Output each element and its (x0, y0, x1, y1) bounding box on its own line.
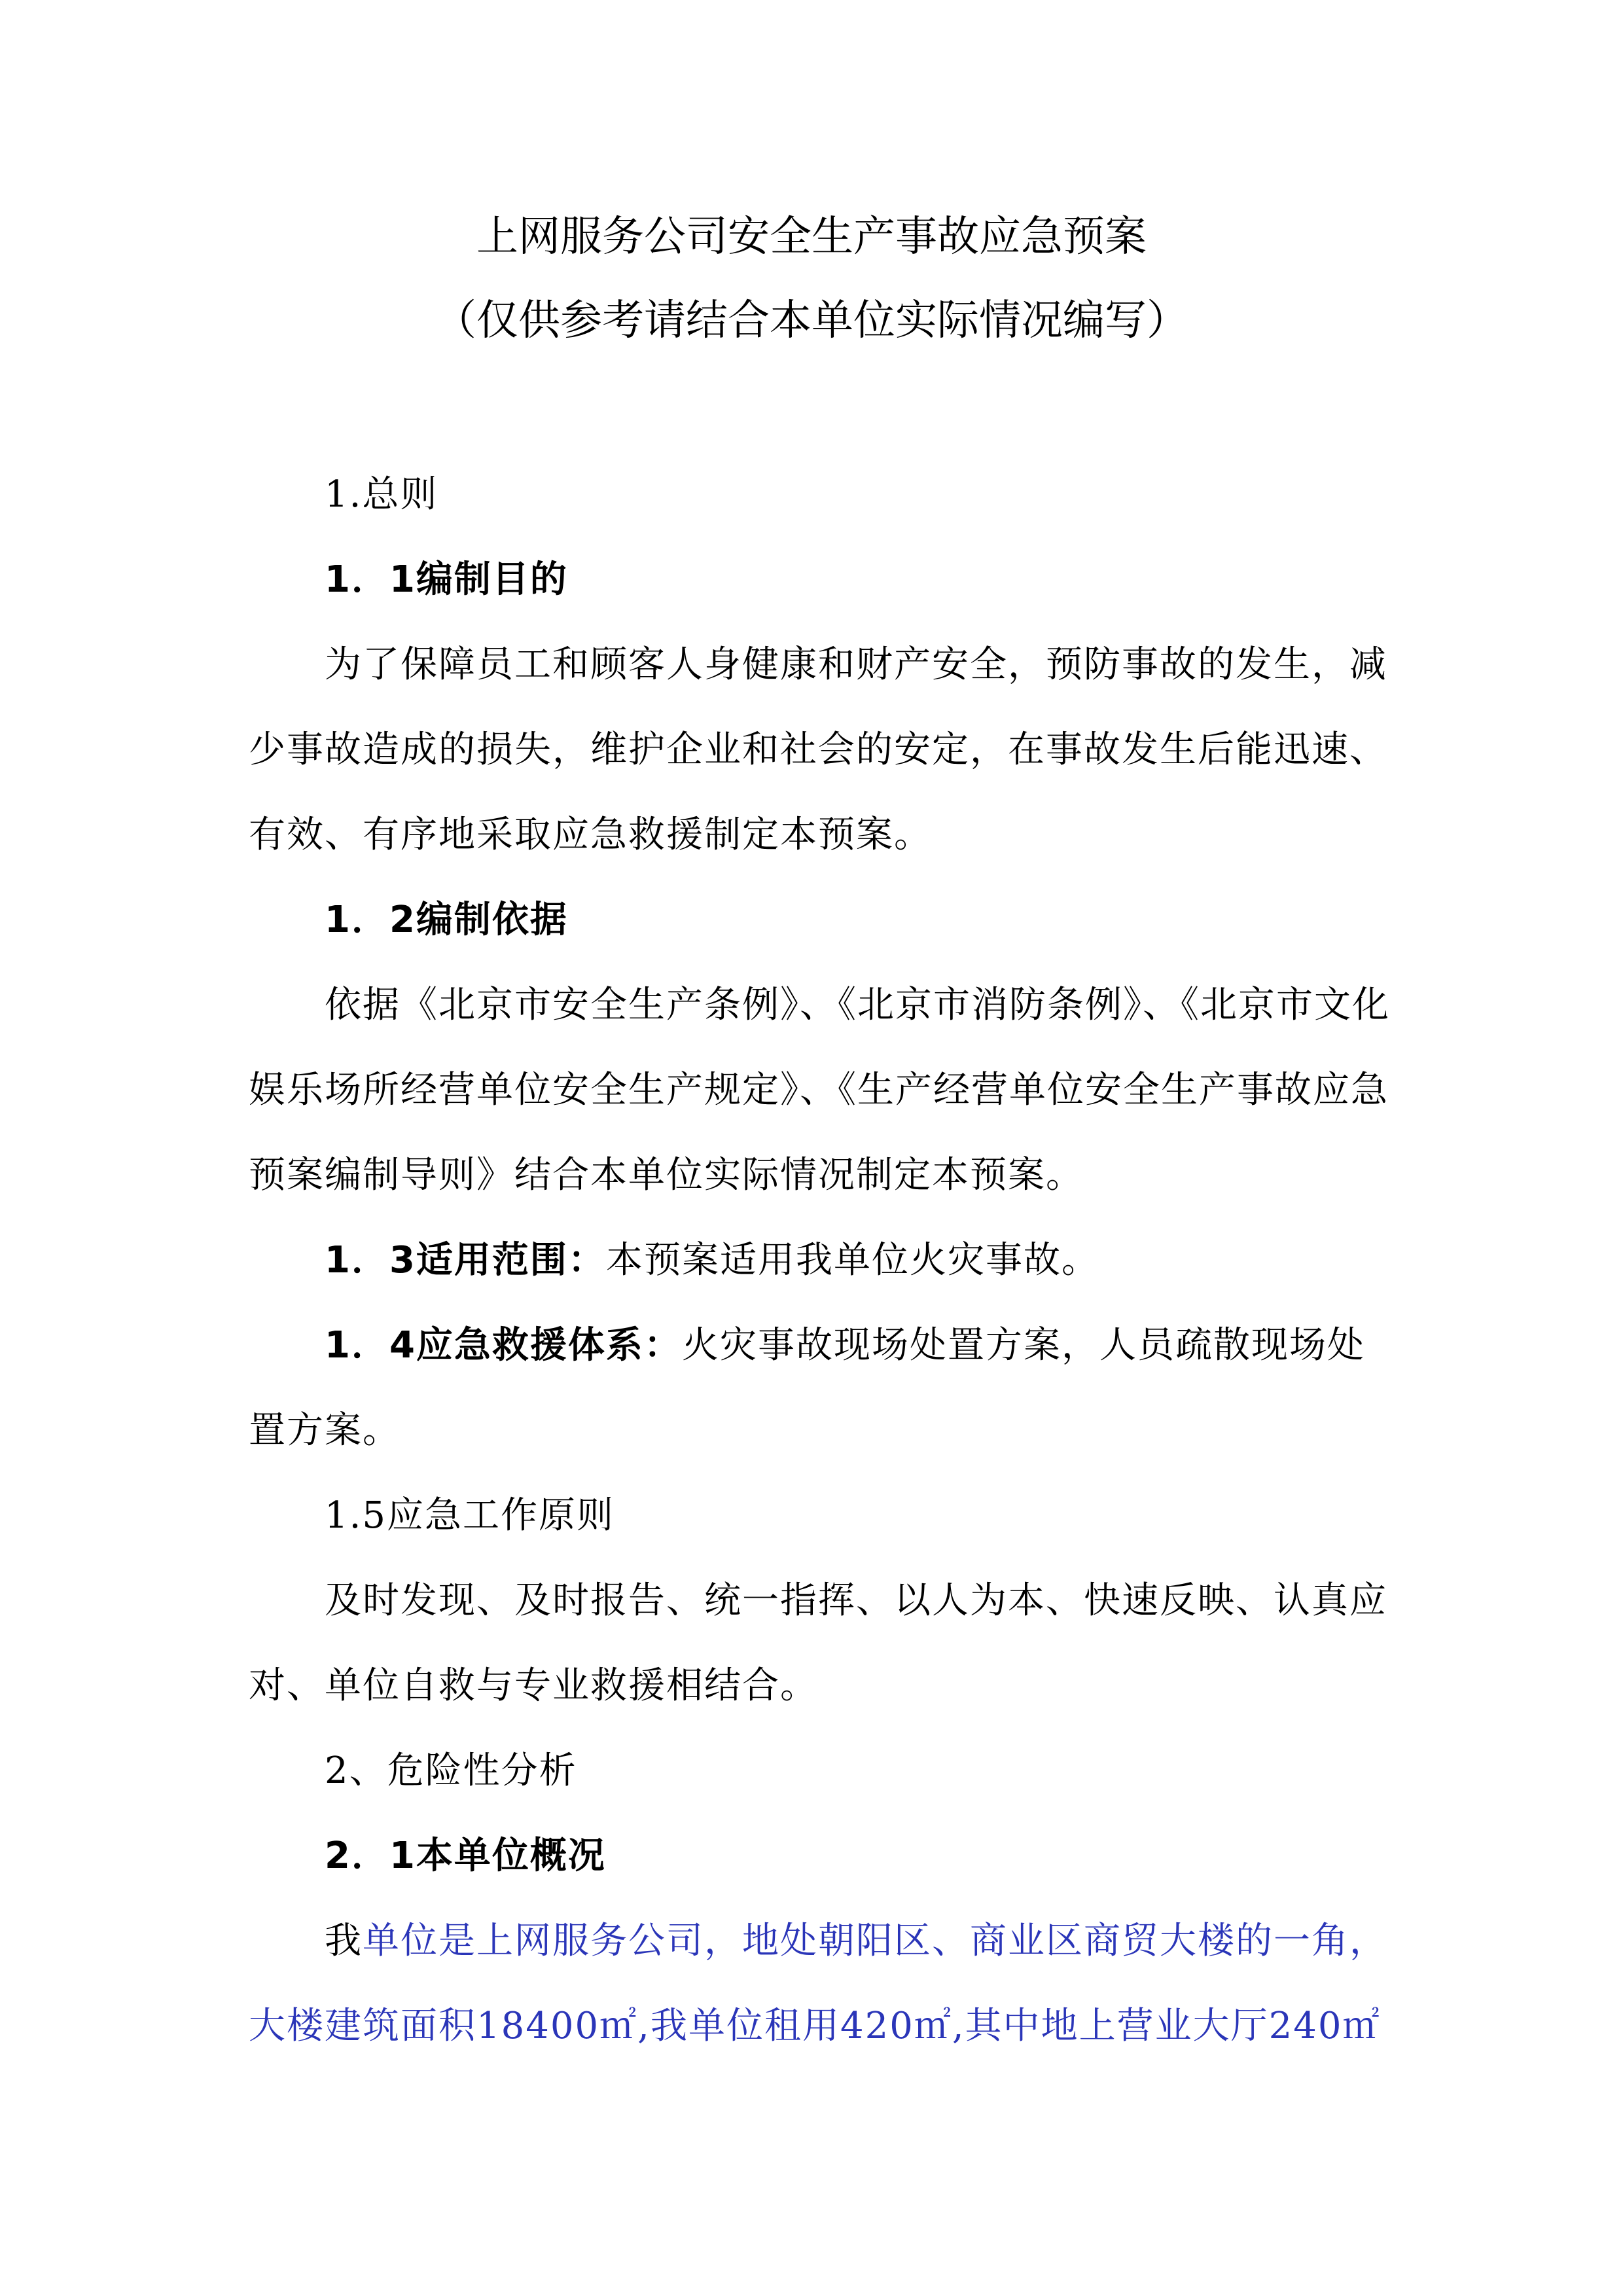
system-label: 1．4应急救援体系： (325, 1324, 682, 1367)
overview-area-line: 大楼建筑面积18400㎡,我单位租用420㎡,其中地上营业大厅240㎡ (249, 2005, 1381, 2047)
overview-line (325, 1918, 1387, 1965)
system-line (325, 1322, 1387, 1369)
paragraph-line: 预案编制导则》结合本单位实际情况制定本预案。 (249, 1154, 1084, 1196)
heading-purpose: 1．1编制目的 (325, 558, 568, 601)
overview-highlight: 单位是上网服务公司，地处朝阳区、商业区商贸大楼的一角， (363, 1920, 1387, 1962)
paragraph-line: 娱乐场所经营单位安全生产规定》、《生产经营单位安全生产事故应急 (249, 1069, 1389, 1111)
paragraph-line: 及时发现、及时报告、统一指挥、以人为本、快速反映、认真应 (325, 1579, 1387, 1622)
system-text: 火灾事故现场处置方案，人员疏散现场处 (681, 1324, 1365, 1367)
paragraph-line: 依据《北京市安全生产条例》、《北京市消防条例》、《北京市文化 (325, 984, 1390, 1026)
paragraph-line: 对、单位自救与专业救援相结合。 (249, 1664, 818, 1707)
heading-general: 1.总则 (325, 473, 438, 516)
scope-text: 本预案适用我单位火灾事故。 (605, 1239, 1099, 1282)
paragraph-line: 有效、有序地采取应急救援制定本预案。 (249, 814, 932, 856)
paragraph-line: 置方案。 (249, 1409, 401, 1452)
paragraph-line: 为了保障员工和顾客人身健康和财产安全，预防事故的发生，减 (325, 643, 1387, 686)
heading-basis: 1．2编制依据 (325, 899, 568, 941)
document-subtitle: （仅供参考请结合本单位实际情况编写） (435, 296, 1188, 345)
heading-risk-analysis: 2、危险性分析 (325, 1749, 577, 1792)
heading-principles: 1.5应急工作原则 (325, 1494, 615, 1537)
scope-label: 1．3适用范围： (325, 1239, 606, 1282)
scope-line (325, 1237, 1387, 1284)
document-title: 上网服务公司安全生产事故应急预案 (476, 213, 1147, 261)
overview-lead-char: 我 (325, 1920, 363, 1962)
heading-overview: 2．1本单位概况 (325, 1835, 606, 1877)
paragraph-line: 少事故造成的损失，维护企业和社会的安定，在事故发生后能迅速、 (249, 728, 1387, 771)
